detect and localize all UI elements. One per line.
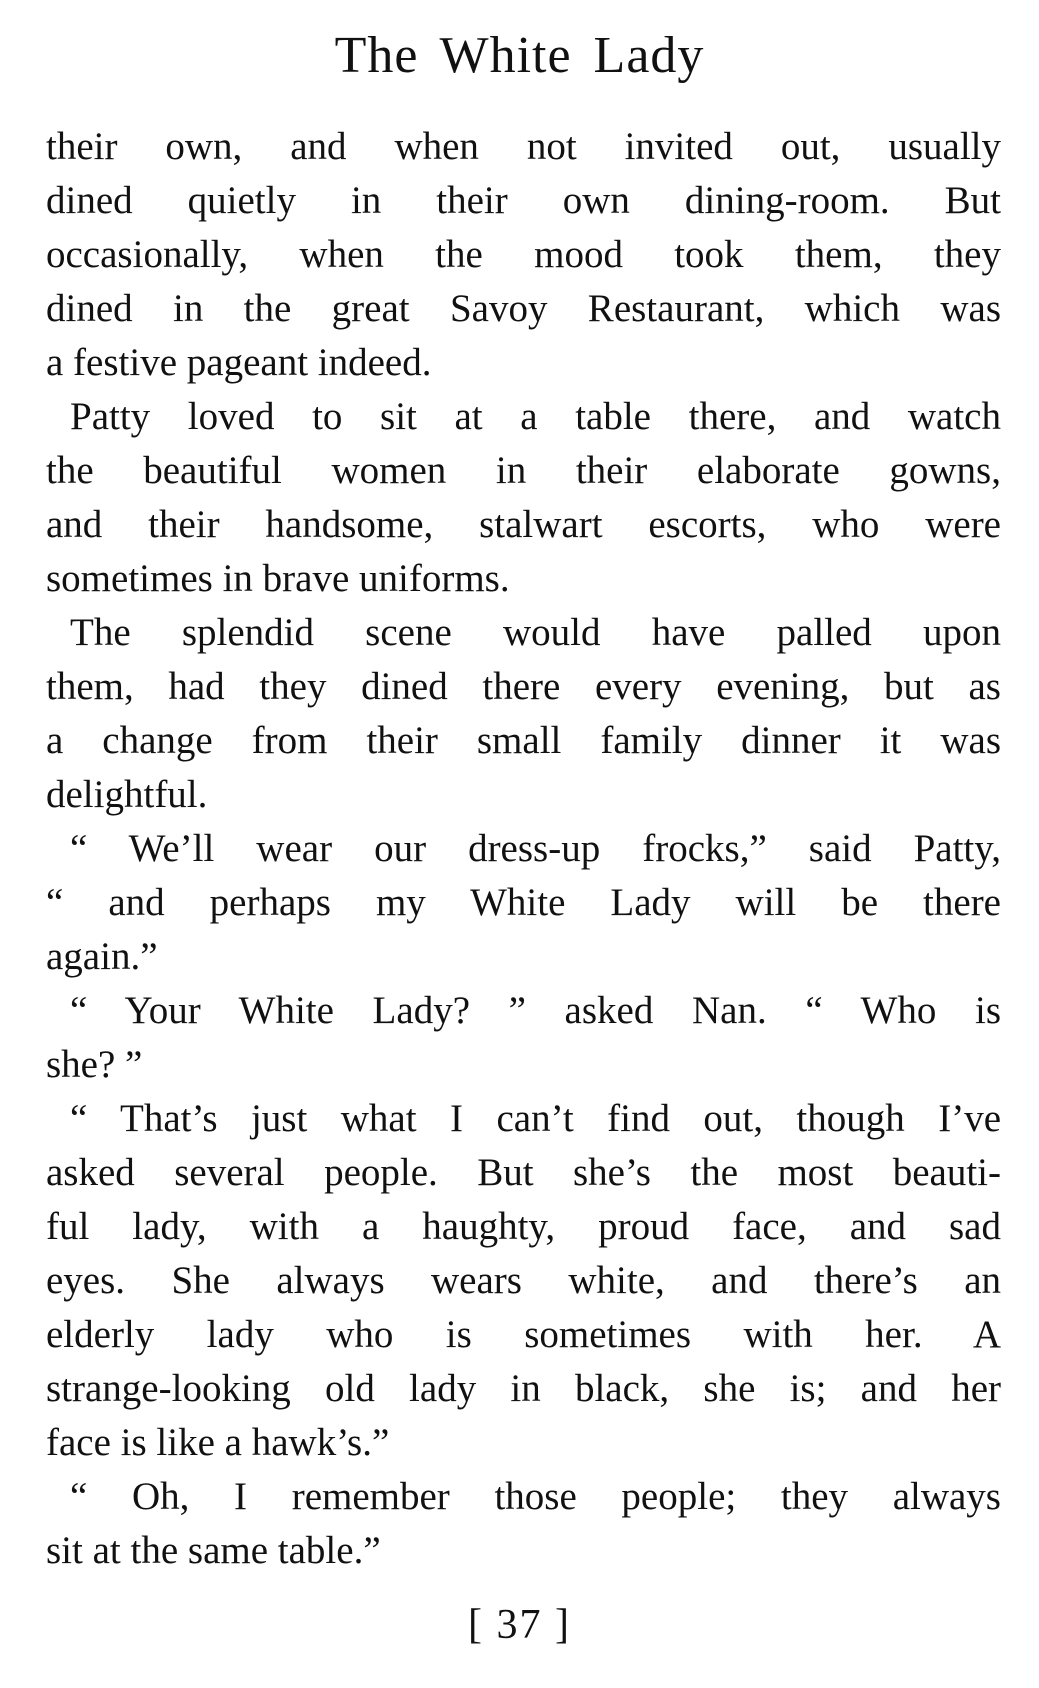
text-line: sometimes in brave uniforms. (46, 557, 510, 600)
text-line: eyes. She always wears white, and there’s an (46, 1259, 1001, 1302)
text-line: occasionally, when the mood took them, they (46, 233, 1001, 276)
text-line: The splendid scene would have palled upon (70, 611, 1001, 654)
text-line: and their handsome, stalwart escorts, who were (46, 503, 1001, 546)
text-line: “ We’ll wear our dress-up frocks,” said Patty, (70, 827, 1001, 870)
text-line: Patty loved to sit at a table there, and watch (70, 395, 1001, 438)
text-line: delightful. (46, 773, 208, 816)
text-line: their own, and when not invited out, usually (46, 125, 1001, 168)
text-line: dined in the great Savoy Restaurant, which was (46, 287, 1001, 330)
text-line: dined quietly in their own dining-room. But (46, 179, 1001, 222)
text-line: again.” (46, 935, 158, 978)
text-line: ful lady, with a haughty, proud face, and sad (46, 1205, 1001, 1248)
text-line: “ and perhaps my White Lady will be there (46, 881, 1001, 924)
text-line: elderly lady who is sometimes with her. A (46, 1313, 1001, 1356)
running-title: The White Lady (334, 27, 705, 84)
text-line: “ Oh, I remember those people; they always (70, 1475, 1001, 1518)
text-line: them, had they dined there every evening, but as (46, 665, 1001, 708)
text-line: the beautiful women in their elaborate gowns, (46, 449, 1001, 492)
text-line: a festive pageant indeed. (46, 341, 432, 384)
text-line: “ Your White Lady? ” asked Nan. “ Who is (70, 989, 1001, 1032)
body-text (46, 120, 1001, 1578)
text-line: a change from their small family dinner it was (46, 719, 1001, 762)
text-line: asked several people. But she’s the most beauti- (46, 1151, 1001, 1194)
text-line: sit at the same table.” (46, 1529, 381, 1572)
text-line: “ That’s just what I can’t find out, though I’ve (70, 1097, 1001, 1140)
text-line: strange-looking old lady in black, she is; and her (46, 1367, 1001, 1410)
text-line: she? ” (46, 1043, 143, 1086)
page-number: [ 37 ] (468, 1602, 571, 1648)
text-line: face is like a hawk’s.” (46, 1421, 390, 1464)
